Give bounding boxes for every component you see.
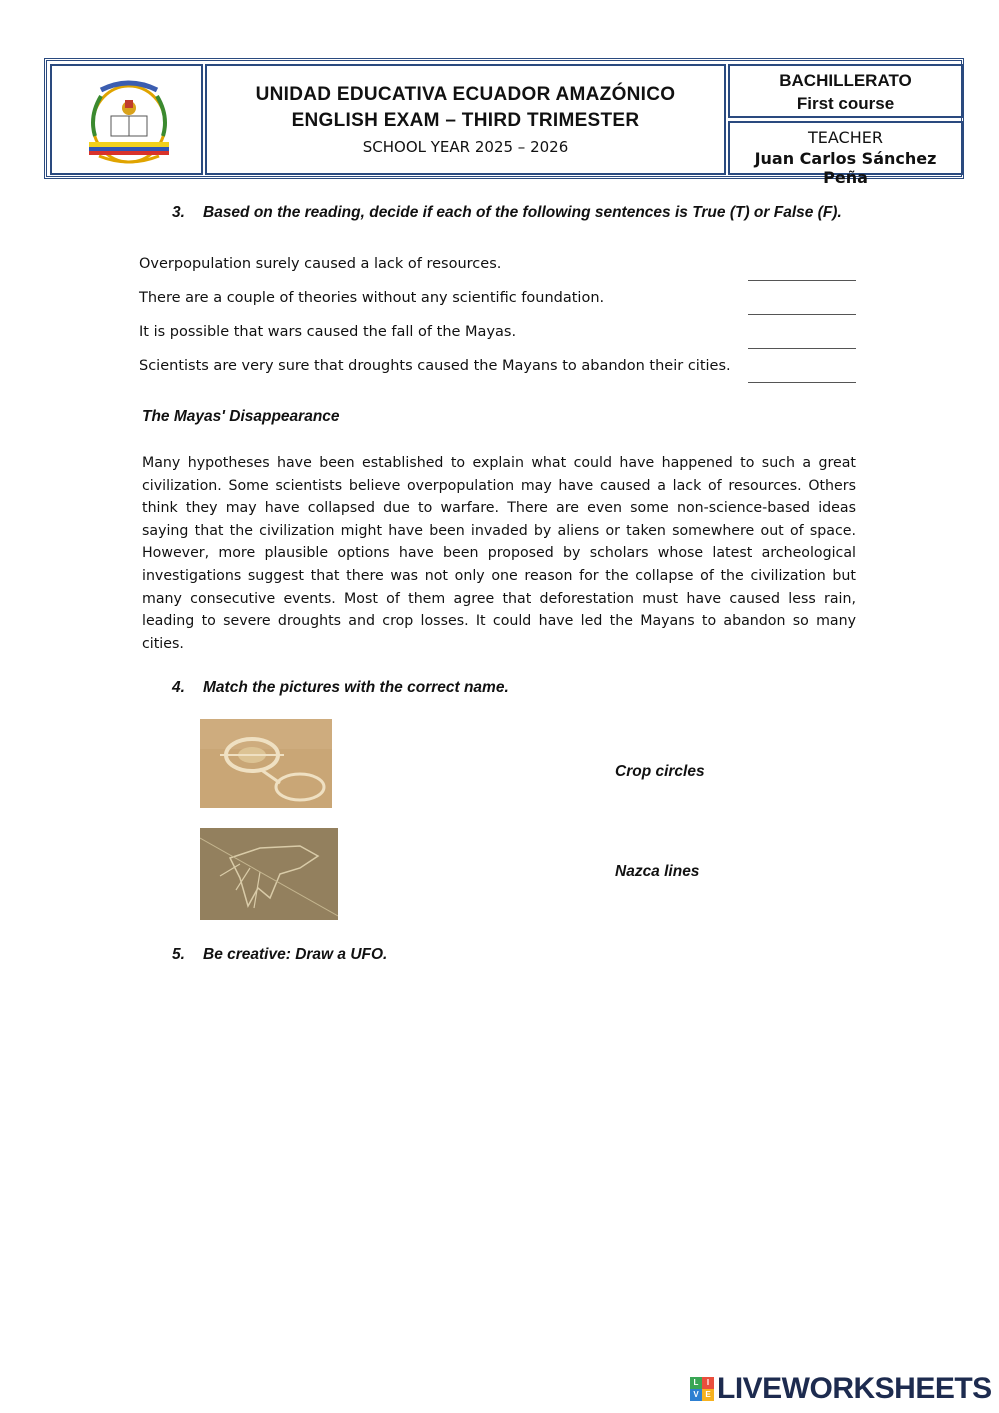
brand-name: LIVEWORKSHEETS: [717, 1372, 992, 1405]
answer-blank-1[interactable]: [748, 280, 856, 281]
question-3-heading: [172, 204, 842, 222]
option-crop-circles[interactable]: Crop circles: [615, 763, 705, 780]
question-number: 3.: [172, 204, 185, 221]
statement-4: Scientists are very sure that droughts caused the Mayans to abandon their cities.: [139, 358, 731, 374]
exam-header: [44, 58, 964, 187]
school-logo: [79, 76, 179, 168]
logo-cell: [50, 64, 203, 175]
statement-3: It is possible that wars caused the fall of the Mayas.: [139, 324, 517, 340]
liveworksheets-brand: [690, 1372, 992, 1406]
crop-circle-photo[interactable]: [200, 719, 332, 808]
school-name: UNIDAD EDUCATIVA ECUADOR AMAZÓNICO: [255, 84, 676, 105]
level-label: BACHILLERATO: [779, 71, 912, 90]
nazca-lines-photo[interactable]: [200, 828, 338, 920]
icon-letter-i: I: [702, 1377, 714, 1389]
statement-1: Overpopulation surely caused a lack of resources.: [139, 256, 502, 272]
question-4-heading: [172, 679, 509, 697]
exam-title: ENGLISH EXAM – THIRD TRIMESTER: [291, 110, 640, 131]
reading-title: The Mayas' Disappearance: [142, 408, 340, 425]
liveworksheets-icon: [690, 1377, 714, 1401]
teacher-name: Juan Carlos Sánchez Peña: [754, 149, 937, 187]
icon-letter-v: V: [690, 1389, 702, 1401]
icon-letter-l: L: [690, 1377, 702, 1389]
statement-2: There are a couple of theories without any scientific foundation.: [139, 290, 605, 306]
course-label: First course: [796, 94, 895, 113]
answer-blank-3[interactable]: [748, 348, 856, 349]
question-5-heading: [172, 946, 387, 964]
reading-body: Many hypotheses have been established to explain what could have happened to such a great civilization. Some scientists believe overpopulation may have caused a lack of resources. Others think they may have collapsed due to warfare. There are even some non-science-based ideas saying that the civilization might have been invaded by aliens or taken somewhere out of space. However, more plausible options have been proposed by scholars whose latest archeological investigations suggest that there was not only one reason for the collapse of the civilization but many consecutive events. Most of them agree that deforestation must have caused less rain, leading to severe droughts and crop losses. It could have led the Mayans to abandon so many cities.: [142, 455, 856, 652]
question-number: 4.: [172, 679, 185, 696]
answer-blank-4[interactable]: [748, 382, 856, 383]
title-cell: [205, 64, 726, 175]
option-nazca-lines[interactable]: Nazca lines: [615, 863, 700, 880]
school-year: SCHOOL YEAR 2025 – 2026: [362, 138, 569, 156]
teacher-label: TEACHER: [808, 128, 883, 147]
question-text: Match the pictures with the correct name.: [203, 679, 509, 696]
teacher-cell: [728, 121, 963, 187]
level-cell: [728, 64, 963, 118]
icon-letter-e: E: [702, 1389, 714, 1401]
answer-blank-2[interactable]: [748, 314, 856, 315]
question-text: Be creative: Draw a UFO.: [203, 946, 388, 963]
question-text: Based on the reading, decide if each of the following sentences is True (T) or False (F).: [203, 204, 842, 221]
question-number: 5.: [172, 946, 185, 963]
